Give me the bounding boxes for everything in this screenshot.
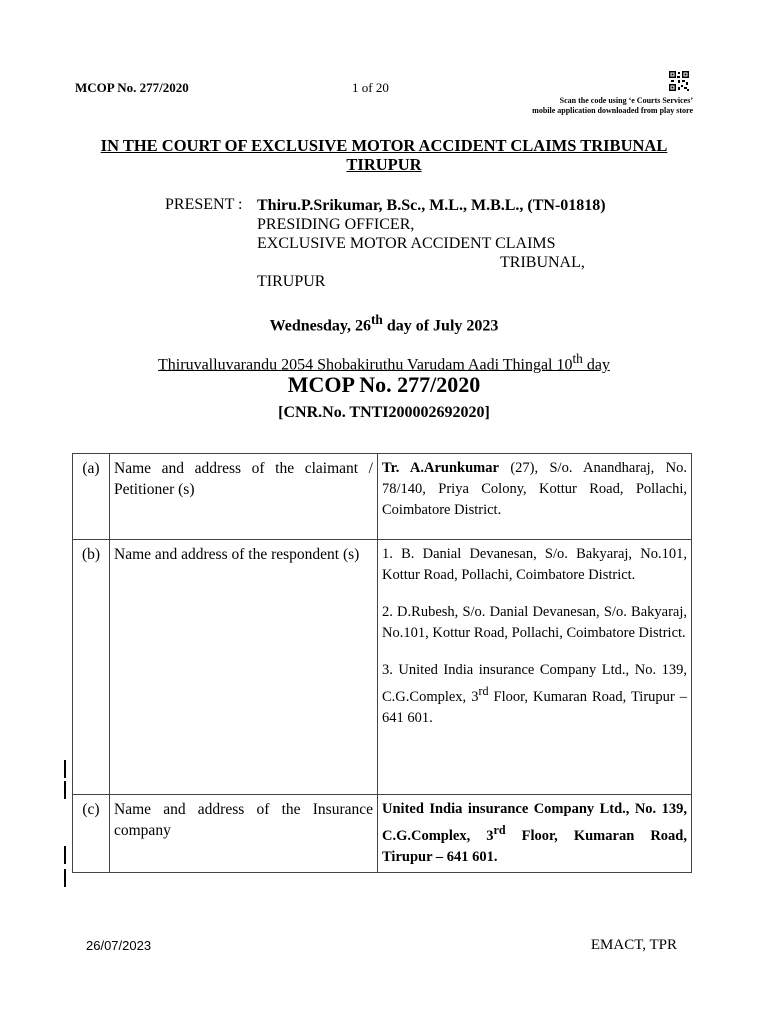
claimant-name: Tr. A.Arunkumar bbox=[382, 460, 499, 476]
insurer-floor-suffix: rd bbox=[493, 823, 506, 837]
margin-bar bbox=[64, 781, 66, 799]
row-index: (b) bbox=[73, 540, 110, 795]
row-index: (c) bbox=[73, 795, 110, 873]
date-text: Wednesday, 26 bbox=[269, 317, 371, 335]
tamil-date-text: Thiruvalluvarandu 2054 Shobakiruthu Varudam Aadi Thingal 10 bbox=[158, 356, 573, 374]
tamil-date-suffix: th bbox=[572, 351, 583, 366]
margin-bar bbox=[64, 846, 66, 864]
insurer-text: United India insurance Company Ltd., No. 139, C.G.Complex, 3 bbox=[382, 801, 687, 844]
presiding-officer-block bbox=[257, 196, 606, 291]
scan-instructions bbox=[532, 96, 693, 116]
footer-court-code: EMACT, TPR bbox=[590, 937, 677, 953]
scan-line-1: Scan the code using ‘e Courts Services’ bbox=[559, 96, 693, 105]
presiding-officer-title: PRESIDING OFFICER, bbox=[257, 216, 415, 233]
respondent-3-text: 3. United India insurance Company Ltd., No. 139, C.G.Complex, 3 bbox=[382, 662, 687, 705]
page-indicator: 1 of 20 bbox=[352, 80, 389, 95]
insurer-label: Name and address of the Insurance company bbox=[110, 795, 378, 873]
respondent-2: 2. D.Rubesh, S/o. Danial Devanesan, S/o. Bakyaraj, No.101, Kottur Road, Pollachi, Coimbatore District. bbox=[382, 604, 687, 641]
table-row-respondents bbox=[73, 540, 692, 795]
court-title-line-1: IN THE COURT OF EXCLUSIVE MOTOR ACCIDENT CLAIMS TRIBUNAL bbox=[100, 136, 668, 155]
respondent-3-floor-suffix: rd bbox=[478, 684, 489, 698]
presiding-officer-court-line: EXCLUSIVE MOTOR ACCIDENT CLAIMS bbox=[257, 235, 556, 252]
footer-date: 26/07/2023 bbox=[86, 938, 152, 953]
insurer-rest: Floor, Kumaran Road, Tirupur – 641 601. bbox=[382, 827, 687, 865]
claimant-address: (27), S/o. Anandharaj, No. 78/140, Priya Colony, Kottur Road, Pollachi, Coimbatore District. bbox=[382, 460, 687, 518]
margin-bar bbox=[64, 869, 66, 887]
tamil-date-rest: day bbox=[582, 356, 610, 374]
respondent-details bbox=[378, 540, 692, 795]
respondent-label: Name and address of the respondent (s) bbox=[110, 540, 378, 795]
claimant-details bbox=[378, 454, 692, 540]
presiding-officer-tribunal: TRIBUNAL, bbox=[500, 254, 585, 271]
presiding-officer-name: Thiru.P.Srikumar, B.Sc., M.L., M.B.L., (TN-01818) bbox=[257, 197, 606, 214]
date-text-rest: day of July 2023 bbox=[382, 317, 499, 335]
judgment-date bbox=[0, 312, 768, 335]
insurer-details bbox=[378, 795, 692, 873]
presiding-officer-city: TIRUPUR bbox=[257, 273, 326, 290]
respondent-3-rest: Floor, Kumaran Road, Tirupur – 641 601. bbox=[382, 688, 688, 726]
cnr-number: [CNR.No. TNTI200002692020] bbox=[278, 404, 490, 421]
header-case-number: MCOP No. 277/2020 bbox=[75, 80, 189, 95]
row-index: (a) bbox=[73, 454, 110, 540]
date-suffix: th bbox=[370, 312, 383, 327]
table-row-insurer bbox=[73, 795, 692, 873]
respondent-1: 1. B. Danial Devanesan, S/o. Bakyaraj, No.101, Kottur Road, Pollachi, Coimbatore District. bbox=[382, 546, 687, 583]
court-title bbox=[60, 136, 708, 174]
court-title-line-2: TIRUPUR bbox=[346, 155, 422, 174]
tamil-calendar-date bbox=[0, 351, 768, 374]
respondent-3 bbox=[382, 660, 687, 729]
present-label: PRESENT : bbox=[165, 196, 243, 213]
parties-table bbox=[72, 453, 692, 873]
table-row-claimant bbox=[73, 454, 692, 540]
margin-bar bbox=[64, 760, 66, 778]
claimant-label: Name and address of the claimant / Petitioner (s) bbox=[110, 454, 378, 540]
case-title: MCOP No. 277/2020 bbox=[287, 372, 481, 397]
scan-line-2: mobile application downloaded from play store bbox=[532, 106, 693, 115]
qr-code-icon bbox=[668, 70, 690, 92]
